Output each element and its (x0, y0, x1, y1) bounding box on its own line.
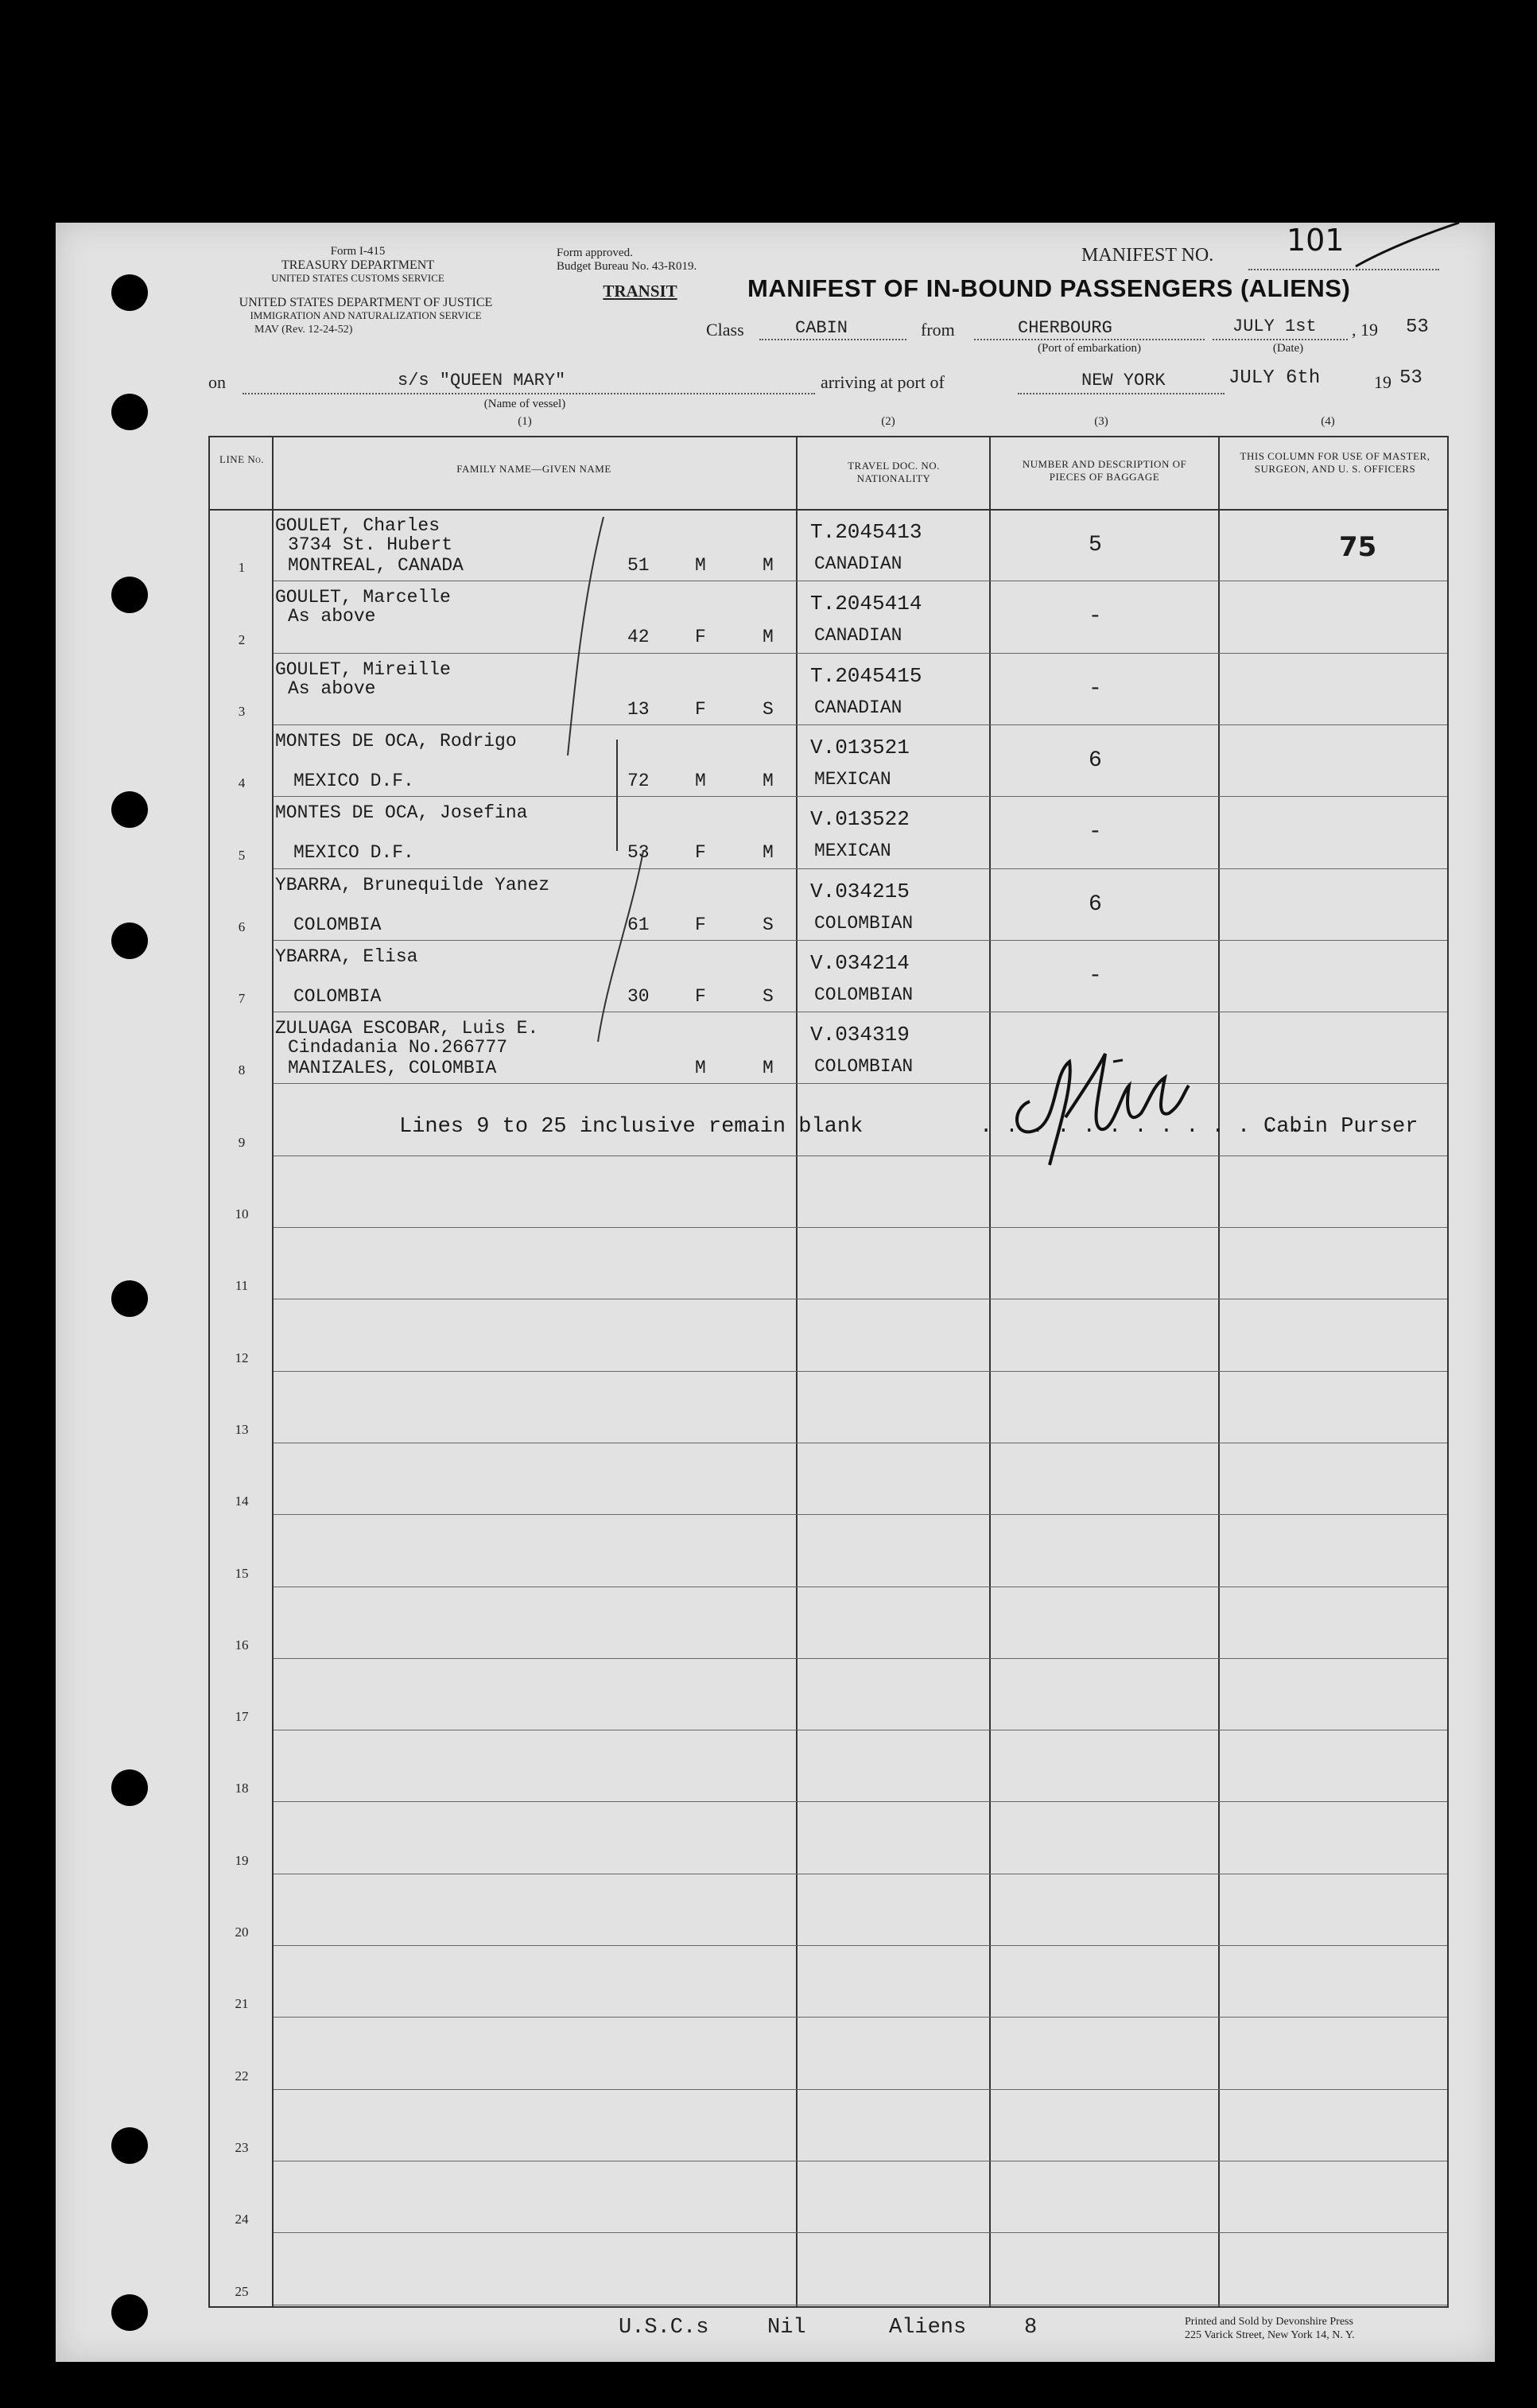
passenger-age: 30 (627, 985, 650, 1007)
passenger-address-2: MANIZALES, COLOMBIA (288, 1058, 497, 1079)
row-rule (274, 2089, 1447, 2090)
passenger-sex: M (695, 1058, 706, 1079)
travel-doc: V.034215 (810, 879, 910, 903)
footer-uscs: U.S.C.s (619, 2316, 709, 2340)
line-number: 25 (235, 2283, 249, 2299)
line-number: 21 (235, 1996, 249, 2012)
footer-nil: Nil (767, 2316, 806, 2340)
punch-hole (111, 394, 148, 430)
line-number: 4 (238, 775, 246, 791)
line-number: 1 (238, 560, 246, 576)
col-header-name: FAMILY NAME—GIVEN NAME (456, 463, 611, 475)
class-value: CABIN (795, 318, 848, 338)
marital-status: M (763, 842, 774, 864)
baggage-count: - (1089, 963, 1102, 988)
year1-prefix: , 19 (1352, 320, 1378, 340)
treasury-dept: TREASURY DEPARTMENT (281, 258, 435, 272)
punch-hole (111, 922, 148, 959)
line-number: 14 (235, 1493, 249, 1509)
line-number: 7 (238, 991, 246, 1007)
passenger-address-2: COLOMBIA (293, 985, 382, 1007)
manifest-table (208, 436, 1449, 2308)
arrival-date: JULY 6th (1228, 367, 1321, 389)
line-number: 22 (235, 2068, 249, 2084)
row-rule (274, 2232, 1447, 2233)
form-approved: Form approved. (557, 247, 633, 259)
line-number: 5 (238, 847, 246, 863)
nationality: CANADIAN (814, 697, 902, 718)
nationality: COLOMBIAN (814, 912, 914, 934)
on-label: on (208, 372, 226, 392)
row-rule (274, 1945, 1447, 1946)
col-header-baggage: NUMBER AND DESCRIPTION OF PIECES OF BAGGAGE (1022, 458, 1187, 483)
passenger-name: ZULUAGA ESCOBAR, Luis E. (275, 1018, 539, 1039)
transit-label: TRANSIT (603, 282, 677, 301)
marital-status: M (763, 1058, 774, 1079)
col-num-1: (1) (518, 415, 532, 428)
row-rule (274, 1371, 1447, 1372)
row-rule (274, 1514, 1447, 1515)
line-number: 17 (235, 1709, 249, 1725)
row-rule (274, 1155, 1447, 1156)
nationality: CANADIAN (814, 625, 902, 647)
passenger-address-1: 3734 St. Hubert (288, 534, 453, 555)
line-number: 15 (235, 1565, 249, 1581)
line-number: 6 (238, 919, 246, 934)
baggage-count: - (1089, 676, 1102, 701)
punch-hole (111, 2127, 148, 2164)
passenger-sex: F (695, 698, 706, 720)
punch-hole (111, 791, 148, 828)
line-number: 9 (238, 1134, 246, 1150)
punch-hole (111, 274, 148, 311)
pencil-check-marks (210, 437, 798, 1153)
marital-status: S (763, 914, 774, 935)
travel-doc: T.2045414 (810, 592, 922, 616)
line-number: 12 (235, 1350, 249, 1365)
passenger-name: GOULET, Marcelle (275, 587, 451, 608)
arriving-label: arriving at port of (821, 372, 945, 392)
page-title: MANIFEST OF IN-BOUND PASSENGERS (ALIENS) (747, 274, 1351, 302)
passenger-sex: F (695, 842, 706, 864)
purser-title: Cabin Purser (1263, 1115, 1419, 1140)
marital-status: M (763, 770, 774, 791)
passenger-age: 51 (627, 555, 650, 576)
passenger-name: GOULET, Charles (275, 515, 441, 536)
row-rule (274, 2017, 1447, 2018)
passenger-address-1: Cindadania No.266777 (288, 1037, 508, 1058)
footer-aliens-count: 8 (1024, 2316, 1038, 2340)
travel-doc: T.2045413 (810, 520, 922, 544)
row-rule (274, 1227, 1447, 1228)
line-number: 20 (235, 1924, 249, 1940)
row-rule (274, 1658, 1447, 1659)
marital-status: M (763, 555, 774, 576)
line-number: 16 (235, 1637, 249, 1653)
line-number: 18 (235, 1781, 249, 1796)
justice-dept: UNITED STATES DEPARTMENT OF JUSTICE (239, 296, 493, 309)
line-number: 10 (235, 1206, 249, 1221)
punch-hole (111, 1769, 148, 1806)
printer-address: 225 Varick Street, New York 14, N. Y. (1185, 2329, 1355, 2341)
passenger-address-1: As above (288, 678, 376, 699)
embark-port: CHERBOURG (1018, 318, 1112, 338)
col-header-officers: THIS COLUMN FOR USE OF MASTER, SURGEON, AND U. S. OFFICERS (1240, 450, 1430, 475)
passenger-name: GOULET, Mireille (275, 658, 451, 680)
col-num-3: (3) (1094, 415, 1108, 428)
passenger-sex: M (695, 555, 706, 576)
travel-doc: V.013521 (810, 735, 910, 759)
pencil-tick-3 (598, 851, 643, 1042)
marital-status: M (763, 627, 774, 648)
arrival-port: NEW YORK (1081, 371, 1166, 390)
nationality: MEXICAN (814, 841, 891, 862)
col-header-travel: TRAVEL DOC. NO. NATIONALITY (848, 460, 940, 484)
passenger-sex: F (695, 627, 706, 648)
from-label: from (921, 320, 955, 340)
col-header-line: LINE No. (219, 453, 264, 465)
line-number: 8 (238, 1062, 246, 1078)
travel-doc: V.034214 (810, 950, 910, 975)
officer-note: 75 (1339, 531, 1377, 563)
embark-caption: (Port of embarkation) (1038, 342, 1141, 355)
printer-name: Printed and Sold by Devonshire Press (1185, 2316, 1353, 2328)
line-number: 3 (238, 703, 246, 719)
nationality: COLOMBIAN (814, 1056, 914, 1078)
ins-service: IMMIGRATION AND NATURALIZATION SERVICE (250, 309, 482, 321)
nationality: MEXICAN (814, 768, 891, 790)
purser-signature (994, 1038, 1193, 1173)
travel-doc: T.2045415 (810, 663, 922, 688)
year2: 53 (1399, 367, 1423, 389)
passenger-age: 53 (627, 842, 650, 864)
col-divider (1218, 437, 1220, 2306)
year2-prefix: 19 (1374, 372, 1391, 392)
passenger-address-2: COLOMBIA (293, 914, 382, 935)
col-num-2: (2) (881, 415, 895, 428)
col-num-4: (4) (1321, 415, 1335, 428)
col-divider (989, 437, 991, 2306)
line-number: 2 (238, 631, 246, 647)
year1: 53 (1406, 317, 1429, 338)
passenger-sex: M (695, 770, 706, 791)
manifest-no-label: MANIFEST NO. (1081, 245, 1214, 266)
marital-status: S (763, 985, 774, 1007)
passenger-name: MONTES DE OCA, Rodrigo (275, 730, 517, 752)
punch-hole (111, 2294, 148, 2331)
nationality: COLOMBIAN (814, 984, 914, 1005)
travel-doc: V.013522 (810, 807, 910, 832)
line-number: 23 (235, 2139, 249, 2155)
passenger-name: MONTES DE OCA, Josefina (275, 802, 528, 824)
passenger-age: 13 (627, 698, 650, 720)
passenger-age: 61 (627, 914, 650, 935)
customs-service: UNITED STATES CUSTOMS SERVICE (271, 272, 444, 284)
row-rule (274, 1801, 1447, 1802)
nationality: CANADIAN (814, 553, 902, 574)
pencil-tick-1 (568, 517, 604, 755)
passenger-address-2: MONTREAL, CANADA (288, 555, 464, 576)
manifest-pen-stroke (1352, 219, 1463, 274)
form-number: Form I-415 (330, 245, 386, 258)
passenger-address-2: MEXICO D.F. (293, 842, 414, 864)
vessel-caption: (Name of vessel) (483, 398, 566, 410)
passenger-age: 72 (627, 770, 650, 791)
budget-bureau: Budget Bureau No. 43-R019. (557, 260, 697, 273)
passenger-address-1: As above (288, 606, 376, 627)
passenger-sex: F (695, 914, 706, 935)
passenger-sex: F (695, 985, 706, 1007)
manifest-number: 101 (1287, 223, 1345, 258)
class-label: Class (706, 320, 744, 340)
passenger-age: 42 (627, 627, 650, 648)
line-number: 13 (235, 1421, 249, 1437)
baggage-count: 6 (1089, 891, 1102, 917)
blank-lines-note: Lines 9 to 25 inclusive remain blank (399, 1115, 864, 1140)
line-number: 19 (235, 1852, 249, 1868)
baggage-count: - (1089, 604, 1102, 630)
marital-status: S (763, 698, 774, 720)
passenger-name: YBARRA, Elisa (275, 946, 418, 967)
revision: MAV (Rev. 12-24-52) (254, 324, 353, 336)
footer-aliens-label: Aliens (889, 2316, 967, 2340)
travel-doc: V.034319 (810, 1023, 910, 1047)
punch-hole (111, 1280, 148, 1317)
line-number: 11 (235, 1278, 249, 1294)
line-number: 24 (235, 2212, 249, 2227)
baggage-count: 6 (1089, 748, 1102, 773)
vessel-name: s/s "QUEEN MARY" (398, 371, 566, 390)
punch-hole (111, 577, 148, 613)
baggage-count: 5 (1089, 533, 1102, 557)
passenger-address-2: MEXICO D.F. (293, 770, 414, 791)
date-caption: (Date) (1272, 342, 1304, 355)
passenger-name: YBARRA, Brunequilde Yanez (275, 874, 550, 895)
baggage-count: - (1089, 820, 1102, 845)
purser-dots: . . . . . . . . . . . . . (980, 1115, 1302, 1140)
embark-date: JULY 1st (1232, 317, 1317, 336)
